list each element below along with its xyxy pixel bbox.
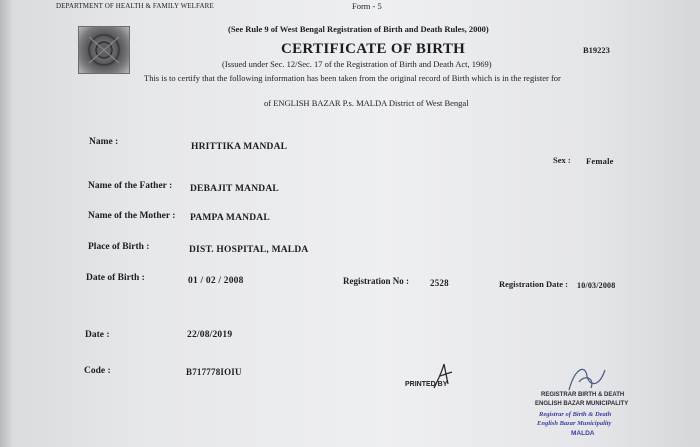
department-name: DEPARTMENT OF HEALTH & FAMILY WELFARE bbox=[56, 2, 214, 10]
father-value: DEBAJIT MANDAL bbox=[190, 184, 279, 194]
registrar-signature bbox=[565, 362, 609, 396]
page-left-edge bbox=[0, 0, 12, 447]
date-of-birth-label: Date of Birth : bbox=[86, 273, 145, 283]
code-value: B717778IOIU bbox=[186, 367, 242, 377]
registration-date-label: Registration Date : bbox=[499, 279, 568, 289]
stamp-line-4: English Bazar Municipality bbox=[537, 420, 612, 427]
form-number: Form - 5 bbox=[352, 1, 382, 11]
sex-label: Sex : bbox=[553, 155, 571, 165]
printed-by: PRINTED BY bbox=[405, 381, 448, 388]
place-of-birth-label: Place of Birth : bbox=[88, 242, 150, 252]
stamp-line-2: ENGLISH BAZAR MUNICIPALITY bbox=[535, 401, 629, 407]
registration-date-value: 10/03/2008 bbox=[577, 281, 616, 290]
name-value: HRITTIKA MANDAL bbox=[191, 142, 288, 152]
mother-value: PAMPA MANDAL bbox=[190, 213, 270, 223]
father-label: Name of the Father : bbox=[88, 181, 173, 191]
registrar-stamp bbox=[527, 362, 657, 442]
stamp-line-3: Registrar of Birth & Death bbox=[539, 411, 612, 418]
government-emblem bbox=[78, 26, 130, 74]
issued-under: (Issued under Sec. 12/Sec. 17 of the Registration of Birth and Death Act, 1969) bbox=[222, 59, 492, 69]
place-of-birth-value: DIST. HOSPITAL, MALDA bbox=[189, 245, 309, 255]
certify-statement-location: of ENGLISH BAZAR P.s. MALDA District of West Bengal bbox=[264, 98, 469, 108]
certificate-title: CERTIFICATE OF BIRTH bbox=[281, 41, 466, 57]
date-of-birth-value: 01 / 02 / 2008 bbox=[188, 276, 244, 286]
stamp-line-5: MALDA bbox=[571, 430, 595, 437]
stamp-line-1: REGISTRAR BIRTH & DEATH bbox=[541, 392, 625, 398]
issue-date-value: 22/08/2019 bbox=[187, 330, 233, 340]
name-label: Name : bbox=[89, 137, 119, 147]
issue-date-label: Date : bbox=[85, 330, 110, 340]
sex-value: Female bbox=[586, 156, 614, 166]
serial-number: B19223 bbox=[583, 45, 610, 55]
printer-signature-mark bbox=[430, 362, 456, 392]
code-label: Code : bbox=[84, 366, 111, 376]
certify-statement: This is to certify that the following information has been taken from the original record of Birth which is in the register for bbox=[144, 73, 561, 83]
registration-no-label: Registration No : bbox=[343, 276, 409, 286]
registration-no-value: 2528 bbox=[430, 278, 449, 288]
mother-label: Name of the Mother : bbox=[88, 211, 176, 221]
rule-reference: (See Rule 9 of West Bengal Registration of Birth and Death Rules, 2000) bbox=[228, 24, 489, 34]
